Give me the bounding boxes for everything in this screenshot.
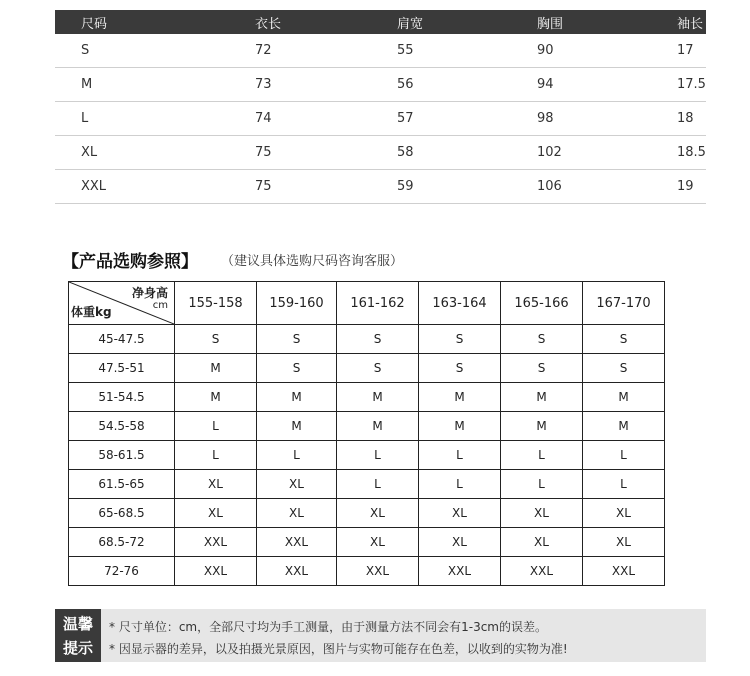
recommended-size-cell: S bbox=[337, 354, 419, 383]
tips-box bbox=[55, 609, 706, 662]
shoulder-cell: 58 bbox=[397, 136, 537, 170]
recommended-size-cell: XXL bbox=[583, 557, 665, 586]
size-reference-table bbox=[68, 281, 665, 586]
recommended-size-cell: XL bbox=[175, 499, 257, 528]
recommended-size-cell: L bbox=[337, 441, 419, 470]
size-chart-header-cell: 肩宽 bbox=[397, 10, 537, 34]
recommended-size-cell: S bbox=[583, 354, 665, 383]
chest-cell: 106 bbox=[537, 170, 677, 204]
recommended-size-cell: M bbox=[175, 383, 257, 412]
recommended-size-cell: S bbox=[175, 325, 257, 354]
length-cell: 74 bbox=[255, 102, 397, 136]
recommended-size-cell: L bbox=[337, 470, 419, 499]
weight-cell: 68.5-72 bbox=[69, 528, 175, 557]
sleeve-cell: 19 bbox=[677, 170, 706, 204]
recommended-size-cell: L bbox=[419, 441, 501, 470]
recommended-size-cell: XL bbox=[419, 528, 501, 557]
height-header-cell: 155-158 bbox=[175, 282, 257, 325]
weight-cell: 45-47.5 bbox=[69, 325, 175, 354]
recommended-size-cell: M bbox=[419, 412, 501, 441]
recommended-size-cell: L bbox=[257, 441, 337, 470]
reference-row bbox=[69, 528, 665, 557]
size-chart-header-cell: 衣长 bbox=[255, 10, 397, 34]
size-chart-row bbox=[55, 170, 706, 204]
recommended-size-cell: XL bbox=[337, 528, 419, 557]
recommended-size-cell: XXL bbox=[175, 557, 257, 586]
sleeve-cell: 17 bbox=[677, 34, 706, 68]
recommended-size-cell: XL bbox=[501, 499, 583, 528]
shoulder-cell: 57 bbox=[397, 102, 537, 136]
shoulder-cell: 56 bbox=[397, 68, 537, 102]
recommended-size-cell: S bbox=[257, 325, 337, 354]
chest-cell: 90 bbox=[537, 34, 677, 68]
size-cell: M bbox=[55, 68, 255, 102]
weight-axis-label: 体重kg bbox=[71, 305, 112, 319]
recommended-size-cell: XL bbox=[501, 528, 583, 557]
chest-cell: 94 bbox=[537, 68, 677, 102]
recommended-size-cell: XL bbox=[419, 499, 501, 528]
height-header-cell: 167-170 bbox=[583, 282, 665, 325]
reference-row bbox=[69, 325, 665, 354]
weight-cell: 51-54.5 bbox=[69, 383, 175, 412]
recommended-size-cell: M bbox=[257, 383, 337, 412]
recommended-size-cell: M bbox=[337, 383, 419, 412]
recommended-size-cell: XXL bbox=[257, 528, 337, 557]
length-cell: 73 bbox=[255, 68, 397, 102]
reference-row bbox=[69, 354, 665, 383]
size-chart-row bbox=[55, 34, 706, 68]
weight-cell: 58-61.5 bbox=[69, 441, 175, 470]
recommended-size-cell: S bbox=[257, 354, 337, 383]
corner-cell bbox=[69, 282, 175, 325]
tips-label bbox=[55, 609, 101, 662]
length-cell: 75 bbox=[255, 136, 397, 170]
recommended-size-cell: L bbox=[175, 412, 257, 441]
recommended-size-cell: L bbox=[501, 441, 583, 470]
height-header-cell: 161-162 bbox=[337, 282, 419, 325]
weight-cell: 65-68.5 bbox=[69, 499, 175, 528]
reference-row bbox=[69, 441, 665, 470]
size-cell: L bbox=[55, 102, 255, 136]
recommended-size-cell: XL bbox=[337, 499, 419, 528]
recommended-size-cell: S bbox=[419, 325, 501, 354]
size-chart-header-cell: 袖长 bbox=[677, 10, 706, 34]
recommended-size-cell: S bbox=[419, 354, 501, 383]
recommended-size-cell: XL bbox=[257, 470, 337, 499]
size-chart-header-row bbox=[55, 10, 706, 34]
sleeve-cell: 18.5 bbox=[677, 136, 706, 170]
reference-note: （建议具体选购尺码咨询客服） bbox=[221, 254, 404, 269]
sleeve-cell: 18 bbox=[677, 102, 706, 136]
height-header-cell: 159-160 bbox=[257, 282, 337, 325]
recommended-size-cell: L bbox=[583, 470, 665, 499]
height-header-cell: 165-166 bbox=[501, 282, 583, 325]
sleeve-cell: 17.5 bbox=[677, 68, 706, 102]
recommended-size-cell: S bbox=[583, 325, 665, 354]
size-chart-row bbox=[55, 136, 706, 170]
reference-title: 【产品选购参照】 bbox=[62, 252, 198, 272]
recommended-size-cell: XXL bbox=[419, 557, 501, 586]
height-axis-label: 净身高 bbox=[131, 286, 168, 300]
length-cell: 72 bbox=[255, 34, 397, 68]
recommended-size-cell: XXL bbox=[337, 557, 419, 586]
recommended-size-cell: M bbox=[257, 412, 337, 441]
size-cell: XL bbox=[55, 136, 255, 170]
shoulder-cell: 59 bbox=[397, 170, 537, 204]
recommended-size-cell: M bbox=[501, 412, 583, 441]
recommended-size-cell: L bbox=[501, 470, 583, 499]
weight-cell: 61.5-65 bbox=[69, 470, 175, 499]
reference-row bbox=[69, 557, 665, 586]
size-chart-header-cell: 胸围 bbox=[537, 10, 677, 34]
recommended-size-cell: XL bbox=[583, 499, 665, 528]
recommended-size-cell: M bbox=[337, 412, 419, 441]
reference-row bbox=[69, 470, 665, 499]
recommended-size-cell: M bbox=[501, 383, 583, 412]
recommended-size-cell: S bbox=[501, 354, 583, 383]
chest-cell: 98 bbox=[537, 102, 677, 136]
size-cell: S bbox=[55, 34, 255, 68]
recommended-size-cell: XL bbox=[257, 499, 337, 528]
recommended-size-cell: XXL bbox=[501, 557, 583, 586]
size-chart-table bbox=[55, 10, 706, 204]
recommended-size-cell: XL bbox=[175, 470, 257, 499]
tip-line: * 因显示器的差异，以及拍摄光景原因，图片与实物可能存在色差，以收到的实物为准! bbox=[109, 642, 568, 656]
recommended-size-cell: S bbox=[501, 325, 583, 354]
reference-header-row bbox=[69, 282, 665, 325]
recommended-size-cell: M bbox=[583, 412, 665, 441]
size-chart-row bbox=[55, 102, 706, 136]
weight-cell: 54.5-58 bbox=[69, 412, 175, 441]
tip-line: * 尺寸单位：cm，全部尺寸均为手工测量，由于测量方法不同会有1-3cm的误差。 bbox=[109, 620, 547, 634]
recommended-size-cell: L bbox=[583, 441, 665, 470]
recommended-size-cell: XL bbox=[583, 528, 665, 557]
size-chart-row bbox=[55, 68, 706, 102]
tips-label-line: 温馨 bbox=[62, 615, 93, 633]
shoulder-cell: 55 bbox=[397, 34, 537, 68]
size-cell: XXL bbox=[55, 170, 255, 204]
chest-cell: 102 bbox=[537, 136, 677, 170]
weight-cell: 72-76 bbox=[69, 557, 175, 586]
length-cell: 75 bbox=[255, 170, 397, 204]
reference-row bbox=[69, 383, 665, 412]
recommended-size-cell: M bbox=[583, 383, 665, 412]
recommended-size-cell: M bbox=[419, 383, 501, 412]
recommended-size-cell: XXL bbox=[175, 528, 257, 557]
recommended-size-cell: L bbox=[175, 441, 257, 470]
tips-label-line: 提示 bbox=[62, 639, 93, 657]
reference-row bbox=[69, 412, 665, 441]
recommended-size-cell: S bbox=[337, 325, 419, 354]
reference-row bbox=[69, 499, 665, 528]
height-header-cell: 163-164 bbox=[419, 282, 501, 325]
size-chart-header-cell: 尺码 bbox=[55, 10, 255, 34]
recommended-size-cell: XXL bbox=[257, 557, 337, 586]
height-unit-label: cm bbox=[152, 300, 168, 311]
weight-cell: 47.5-51 bbox=[69, 354, 175, 383]
recommended-size-cell: L bbox=[419, 470, 501, 499]
recommended-size-cell: M bbox=[175, 354, 257, 383]
